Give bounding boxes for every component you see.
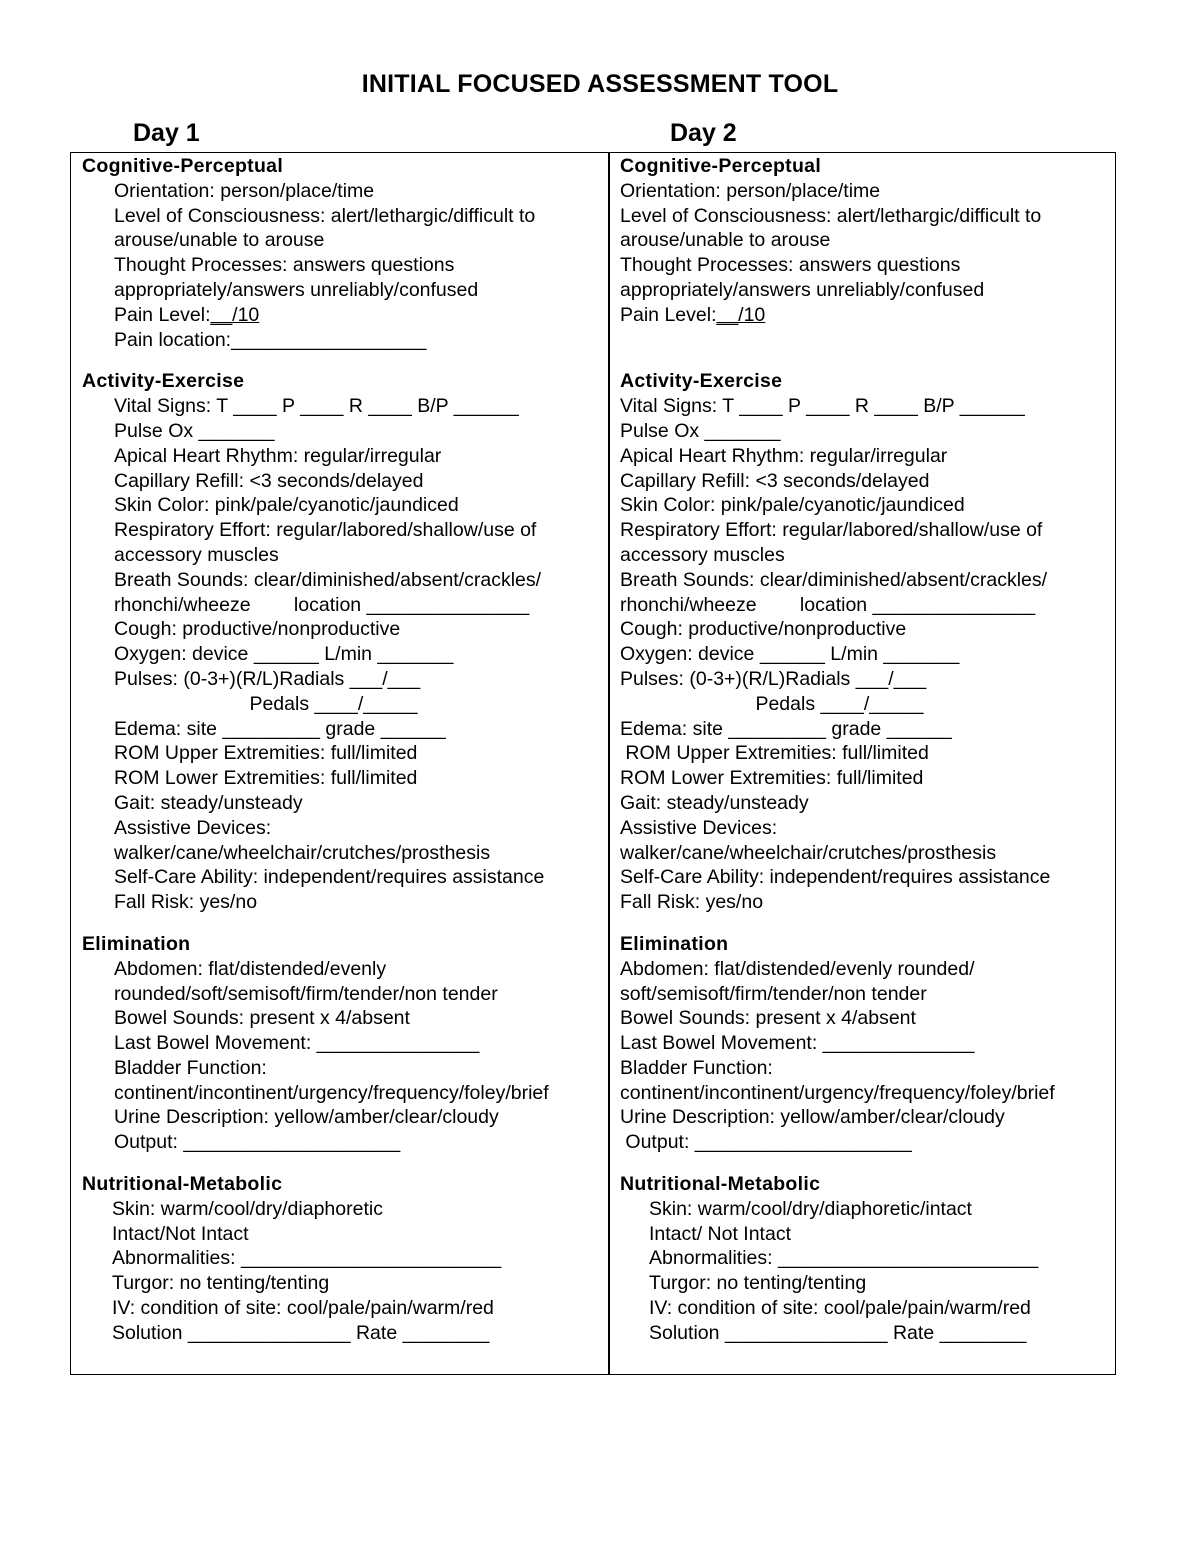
- form-line: Turgor: no tenting/tenting: [112, 1272, 330, 1295]
- form-line: Assistive Devices:: [620, 816, 778, 839]
- form-line: Last Bowel Movement: ______________: [620, 1032, 975, 1055]
- form-line: Gait: steady/unsteady: [620, 791, 809, 814]
- form-line: accessory muscles: [620, 543, 785, 566]
- form-line: Turgor: no tenting/tenting: [649, 1272, 867, 1295]
- form-line: Bowel Sounds: present x 4/absent: [620, 1007, 916, 1030]
- form-line: Abnormalities: ________________________: [649, 1247, 1039, 1270]
- section-heading: Activity-Exercise: [82, 370, 245, 393]
- form-line: soft/semisoft/firm/tender/non tender: [620, 982, 927, 1005]
- form-line: Bowel Sounds: present x 4/absent: [114, 1007, 410, 1030]
- form-line: Respiratory Effort: regular/labored/shallow/use of: [114, 519, 537, 542]
- form-line: ROM Upper Extremities: full/limited: [114, 742, 418, 765]
- pain-level-blank: __/10: [716, 303, 766, 326]
- page-title: INITIAL FOCUSED ASSESSMENT TOOL: [361, 70, 839, 98]
- pain-level-blank: __/10: [210, 303, 260, 326]
- form-line: Intact/Not Intact: [112, 1222, 249, 1245]
- form-line: continent/incontinent/urgency/frequency/foley/brief: [620, 1081, 1055, 1104]
- pain-level-label: Pain Level:: [114, 303, 211, 326]
- section-heading: Nutritional-Metabolic: [82, 1173, 283, 1196]
- form-line: Apical Heart Rhythm: regular/irregular: [620, 444, 948, 467]
- form-line: Solution _______________ Rate ________: [112, 1321, 490, 1344]
- form-line: Breath Sounds: clear/diminished/absent/crackles/: [114, 568, 542, 591]
- consciousness-field: Level of Consciousness: alert/lethargic/difficult to: [114, 204, 536, 227]
- form-line: Oxygen: device ______ L/min _______: [620, 643, 960, 666]
- form-line: Pulse Ox _______: [114, 419, 275, 442]
- blank-line: [620, 328, 1112, 353]
- activity-section: [82, 369, 606, 915]
- form-line: Fall Risk: yes/no: [114, 891, 258, 914]
- day1-column: [82, 154, 606, 1363]
- nutritional-section: [82, 1172, 606, 1346]
- form-line: Pulse Ox _______: [620, 419, 781, 442]
- section-heading: Cognitive-Perceptual: [82, 155, 284, 177]
- form-line: continent/incontinent/urgency/frequency/foley/brief: [114, 1081, 549, 1104]
- form-line: Gait: steady/unsteady: [114, 791, 303, 814]
- form-line: Bladder Function:: [620, 1056, 773, 1079]
- pain-level-label: Pain Level:: [620, 303, 717, 326]
- form-line: IV: condition of site: cool/pale/pain/warm/red: [112, 1297, 494, 1320]
- consciousness-field-cont: arouse/unable to arouse: [114, 229, 325, 252]
- form-line: Cough: productive/nonproductive: [114, 618, 401, 641]
- elimination-section: [82, 932, 606, 1155]
- form-line: Fall Risk: yes/no: [620, 891, 764, 914]
- form-line: Edema: site _________ grade ______: [620, 717, 952, 740]
- activity-section: [620, 369, 1112, 915]
- pain-level-field: [620, 303, 1112, 328]
- day1-heading: Day 1: [133, 119, 200, 147]
- form-line: walker/cane/wheelchair/crutches/prosthesis: [114, 841, 491, 864]
- form-line: Skin: warm/cool/dry/diaphoretic/intact: [649, 1197, 972, 1220]
- section-heading: Nutritional-Metabolic: [620, 1173, 821, 1196]
- form-line: Respiratory Effort: regular/labored/shallow/use of: [620, 519, 1043, 542]
- cognitive-section: [82, 154, 606, 352]
- form-line: rhonchi/wheeze location _______________: [114, 593, 530, 616]
- thought-field-cont: appropriately/answers unreliably/confused: [620, 278, 985, 301]
- form-line: Vital Signs: T ____ P ____ R ____ B/P ______: [620, 395, 1025, 418]
- form-line: Solution _______________ Rate ________: [649, 1321, 1027, 1344]
- form-line: ROM Upper Extremities: full/limited: [620, 742, 929, 765]
- thought-field: Thought Processes: answers questions: [620, 254, 961, 277]
- form-line: Skin Color: pink/pale/cyanotic/jaundiced: [620, 494, 965, 517]
- form-line: Capillary Refill: <3 seconds/delayed: [114, 469, 424, 492]
- form-line: Urine Description: yellow/amber/clear/cloudy: [114, 1106, 499, 1129]
- form-line: accessory muscles: [114, 543, 279, 566]
- form-line: Output: ____________________: [114, 1131, 401, 1154]
- section-heading: Elimination: [82, 932, 191, 955]
- consciousness-field-cont: arouse/unable to arouse: [620, 229, 831, 252]
- form-line: Vital Signs: T ____ P ____ R ____ B/P ______: [114, 395, 519, 418]
- form-line: Pedals ____/_____: [620, 692, 924, 715]
- form-line: Last Bowel Movement: _______________: [114, 1032, 480, 1055]
- form-line: Cough: productive/nonproductive: [620, 618, 907, 641]
- section-heading: Cognitive-Perceptual: [620, 155, 822, 177]
- form-line: Urine Description: yellow/amber/clear/cloudy: [620, 1106, 1005, 1129]
- form-line: Skin: warm/cool/dry/diaphoretic: [112, 1197, 383, 1220]
- thought-field: Thought Processes: answers questions: [114, 254, 455, 277]
- form-line: Self-Care Ability: independent/requires assistance: [620, 866, 1051, 889]
- form-line: ROM Lower Extremities: full/limited: [114, 767, 418, 790]
- form-line: Oxygen: device ______ L/min _______: [114, 643, 454, 666]
- orientation-field: Orientation: person/place/time: [114, 179, 375, 202]
- form-line: IV: condition of site: cool/pale/pain/warm/red: [649, 1297, 1031, 1320]
- section-heading: Activity-Exercise: [620, 370, 783, 393]
- form-line: Apical Heart Rhythm: regular/irregular: [114, 444, 442, 467]
- form-line: Pulses: (0-3+)(R/L)Radials ___/___: [114, 667, 421, 690]
- cognitive-section: [620, 154, 1112, 352]
- form-line: Pulses: (0-3+)(R/L)Radials ___/___: [620, 667, 927, 690]
- form-line: Abnormalities: ________________________: [112, 1247, 502, 1270]
- form-line: Self-Care Ability: independent/requires assistance: [114, 866, 545, 889]
- form-line: Assistive Devices:: [114, 816, 272, 839]
- form-line: Abdomen: flat/distended/evenly rounded/: [620, 957, 975, 980]
- form-line: Pedals ____/_____: [114, 692, 418, 715]
- day2-heading: Day 2: [670, 119, 737, 147]
- form-line: Bladder Function:: [114, 1056, 267, 1079]
- pain-location-field: Pain location:__________________: [114, 328, 427, 351]
- thought-field-cont: appropriately/answers unreliably/confused: [114, 278, 479, 301]
- form-line: rounded/soft/semisoft/firm/tender/non tender: [114, 982, 498, 1005]
- elimination-section: [620, 932, 1112, 1155]
- form-line: Edema: site _________ grade ______: [114, 717, 446, 740]
- column-divider: [608, 152, 610, 1375]
- day2-column: [620, 154, 1112, 1363]
- form-line: Abdomen: flat/distended/evenly: [114, 957, 387, 980]
- nutritional-section: [620, 1172, 1112, 1346]
- form-line: ROM Lower Extremities: full/limited: [620, 767, 924, 790]
- form-line: Capillary Refill: <3 seconds/delayed: [620, 469, 930, 492]
- consciousness-field: Level of Consciousness: alert/lethargic/difficult to: [620, 204, 1042, 227]
- form-line: walker/cane/wheelchair/crutches/prosthesis: [620, 841, 997, 864]
- orientation-field: Orientation: person/place/time: [620, 179, 881, 202]
- form-line: rhonchi/wheeze location _______________: [620, 593, 1036, 616]
- pain-level-field: [82, 303, 606, 328]
- form-line: Breath Sounds: clear/diminished/absent/crackles/: [620, 568, 1048, 591]
- form-line: Skin Color: pink/pale/cyanotic/jaundiced: [114, 494, 459, 517]
- form-line: Output: ____________________: [620, 1131, 912, 1154]
- section-heading: Elimination: [620, 932, 729, 955]
- form-line: Intact/ Not Intact: [649, 1222, 791, 1245]
